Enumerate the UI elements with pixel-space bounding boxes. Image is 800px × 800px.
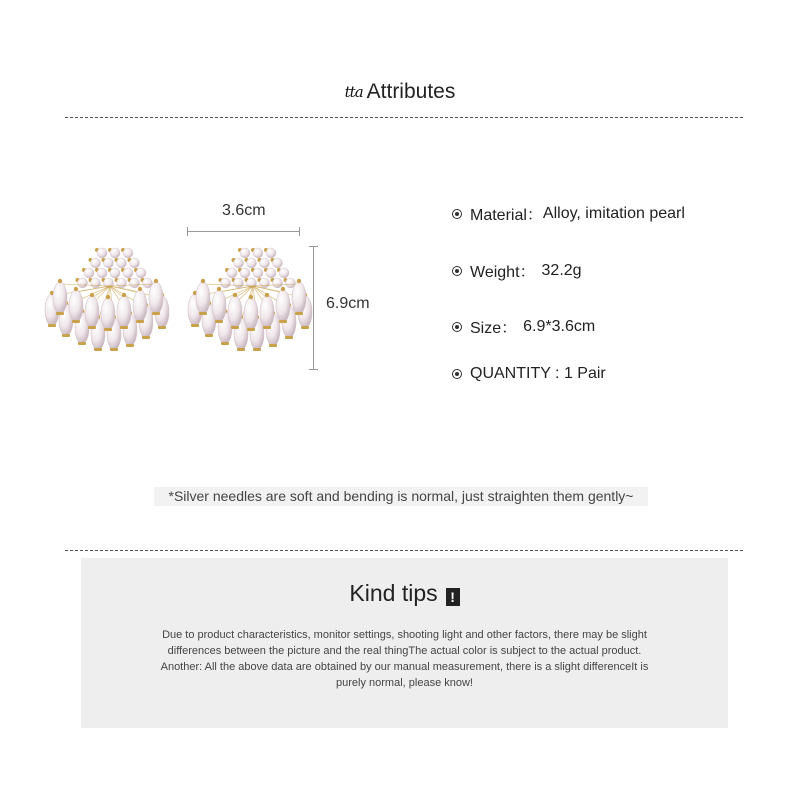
kind-tips-title xyxy=(81,580,728,607)
attribute-weight xyxy=(452,259,582,282)
brand-logo: tta xyxy=(344,83,363,101)
attributes-title-text: Attributes xyxy=(366,80,456,103)
bottom-divider xyxy=(65,550,743,551)
bullet-icon xyxy=(452,266,462,276)
kind-tips-text xyxy=(111,627,698,691)
earring-image-right xyxy=(183,238,323,373)
bullet-icon xyxy=(452,322,462,332)
kind-tips-title-text: Kind tips xyxy=(349,580,438,606)
width-dimension-line xyxy=(187,231,300,232)
attributes-header xyxy=(0,80,800,104)
bullet-icon xyxy=(452,209,462,219)
attribute-quantity xyxy=(452,365,606,383)
attribute-value: 1 Pair xyxy=(563,365,606,382)
attribute-label: Weight： xyxy=(470,264,536,281)
kind-tips-box xyxy=(81,558,728,728)
attributes-title xyxy=(345,80,456,104)
attribute-label: Material： xyxy=(470,207,543,224)
attribute-value: Alloy, imitation pearl xyxy=(542,204,685,222)
attribute-label: Size： xyxy=(470,320,518,337)
top-divider xyxy=(65,117,743,118)
tips-line: Another: All the above data are obtained by our manual measurement, there is a slight differenceIt is xyxy=(160,661,649,673)
height-dimension-label: 6.9cm xyxy=(326,295,370,312)
width-dimension-label: 3.6cm xyxy=(222,202,266,219)
height-dimension-line xyxy=(313,246,314,370)
attribute-value: 6.9*3.6cm xyxy=(523,317,596,335)
tips-line: differences between the picture and the real thingThe actual color is subject to the actual product. xyxy=(167,645,642,657)
earring-image-left xyxy=(40,238,180,373)
warning-icon: ! xyxy=(446,588,460,606)
bullet-icon xyxy=(452,369,462,379)
attribute-material xyxy=(452,202,685,225)
tips-line: Due to product characteristics, monitor settings, shooting light and other factors, there may be slight xyxy=(162,629,647,641)
attribute-label: QUANTITY : xyxy=(470,365,564,382)
attribute-value: 32.2g xyxy=(541,261,582,279)
tips-line: purely normal, please know! xyxy=(336,677,473,689)
silver-needle-note: *Silver needles are soft and bending is normal, just straighten them gently~ xyxy=(154,487,648,506)
attribute-size xyxy=(452,315,595,338)
